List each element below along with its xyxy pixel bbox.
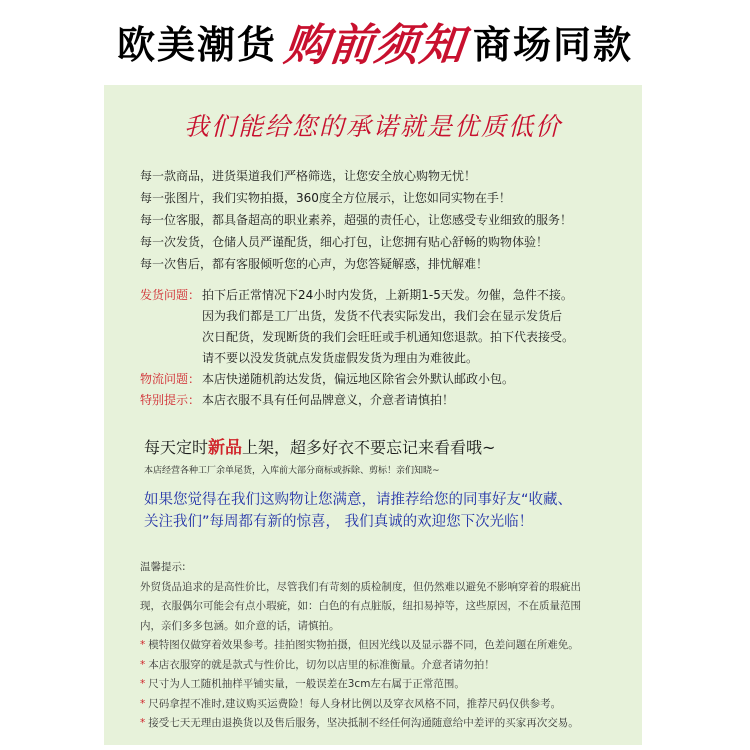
star-icon: * — [140, 639, 146, 651]
tips-paragraph-line: 现，衣服偶尔可能会有点小瑕疵，如：白色的有点脏版，纽扣易掉等，这些原因，不在质量范围 — [140, 600, 581, 612]
header-left-text: 欧美潮货 — [116, 22, 277, 67]
promise-tagline: 我们能给您的承诺就是优质低价 — [183, 112, 562, 141]
tips-item — [140, 675, 630, 695]
tips-item-text: 尺寸为人工随机抽样平铺实量，一般误差在3cm左右属于正常范围。 — [148, 678, 465, 690]
new-arrival-slogan — [144, 433, 634, 458]
star-icon: * — [140, 717, 146, 729]
tips-item-text: 尺码拿捏不准时,建议购买运费险！每人身材比例以及穿衣风格不同，推荐尺码仅供参考。 — [148, 697, 562, 710]
tips-title: 温馨提示: — [140, 561, 186, 573]
notice-panel — [104, 85, 642, 745]
shipping-line: 次日配货，发现断货的我们会旺旺或手机通知您退款。拍下代表接受。 — [202, 330, 575, 344]
shipping-row — [140, 285, 630, 306]
star-icon: * — [140, 658, 146, 671]
invite-line: 如果您觉得在我们这购物让您满意，请推荐给您的同事好友“收藏、 — [144, 492, 573, 508]
shipping-line: 拍下后正常情况下24小时内发货，上新期1-5天发。勿催，急件不接。 — [202, 288, 573, 302]
tips-paragraph-line: 外贸货品追求的是高性价比，尽管我们有苛刻的质检制度，但仍然难以避免不影响穿着的瑕疵出 — [140, 580, 581, 593]
slogan-before: 每天定时 — [144, 438, 209, 457]
tips-item — [140, 636, 630, 656]
invite-message — [144, 489, 624, 533]
policy-section — [140, 285, 630, 411]
promise-line: 每一款商品，进货渠道我们严格筛选，让您安全放心购物无忧！ — [140, 169, 477, 183]
slogan-after: 上架，超多好衣不要忘记来看看哦~ — [242, 438, 496, 457]
invite-line: 关注我们”每周都有新的惊喜， 我们真诚的欢迎您下次光临！ — [144, 514, 534, 530]
tips-item — [140, 656, 630, 676]
shipping-label: 发货问题： — [140, 288, 201, 302]
promise-list — [140, 165, 630, 275]
star-icon: * — [140, 697, 146, 710]
special-row — [140, 390, 630, 411]
shipping-line: 请不要以没发货就点发货虚假发货为理由为难彼此。 — [202, 351, 479, 365]
shipping-line: 因为我们都是工厂出货，发货不代表实际发出，我们会在显示发货后 — [202, 309, 563, 323]
tips-item-text: 本店衣服穿的就是款式与性价比，切勿以店里的标准衡量。介意者请勿拍！ — [148, 658, 495, 671]
promise-line: 每一次售后，都有客服倾听您的心声，为您答疑解惑，排忧解难！ — [140, 257, 489, 271]
special-label: 特别提示： — [140, 393, 201, 407]
stock-note: 本店经营各种工厂余单尾货，入库前大部分商标或拆除、剪标！亲们知晓~ — [144, 466, 440, 476]
promise-line: 每一位客服，都具备超高的职业素养，超强的责任心，让您感受专业细致的服务！ — [140, 213, 573, 227]
warm-tips — [140, 558, 630, 734]
slogan-highlight: 新品 — [208, 438, 243, 458]
tips-item-text: 模特图仅做穿着效果参考。挂拍图实物拍摄，但因光线以及显示器不同，色差问题在所难免。 — [148, 639, 579, 651]
header-banner — [0, 0, 750, 82]
tips-item-text: 接受七天无理由退换货以及售后服务，坚决抵制不经任何沟通随意给中差评的买家再次交易。 — [148, 717, 579, 729]
special-text: 本店衣服不具有任何品牌意义，介意者请慎拍！ — [202, 393, 455, 407]
tips-item — [140, 714, 630, 734]
promise-line: 每一次发货，仓储人员严谨配货，细心打包，让您拥有贴心舒畅的购物体验！ — [140, 235, 549, 249]
promise-line: 每一张图片，我们实物拍摄，360度全方位展示，让您如同实物在手！ — [140, 191, 511, 205]
logistics-text: 本店快递随机韵达发货，偏远地区除省会外默认邮政小包。 — [202, 372, 515, 386]
tips-item — [140, 695, 630, 715]
logistics-row — [140, 369, 630, 390]
header-right-text: 商场同款 — [473, 22, 634, 67]
logistics-label: 物流问题： — [140, 372, 201, 386]
header-highlight-text: 购前须知 — [281, 20, 468, 71]
star-icon: * — [140, 678, 146, 690]
tips-paragraph-line: 内，亲们多多包涵。如介意的话，请慎拍。 — [140, 619, 340, 632]
